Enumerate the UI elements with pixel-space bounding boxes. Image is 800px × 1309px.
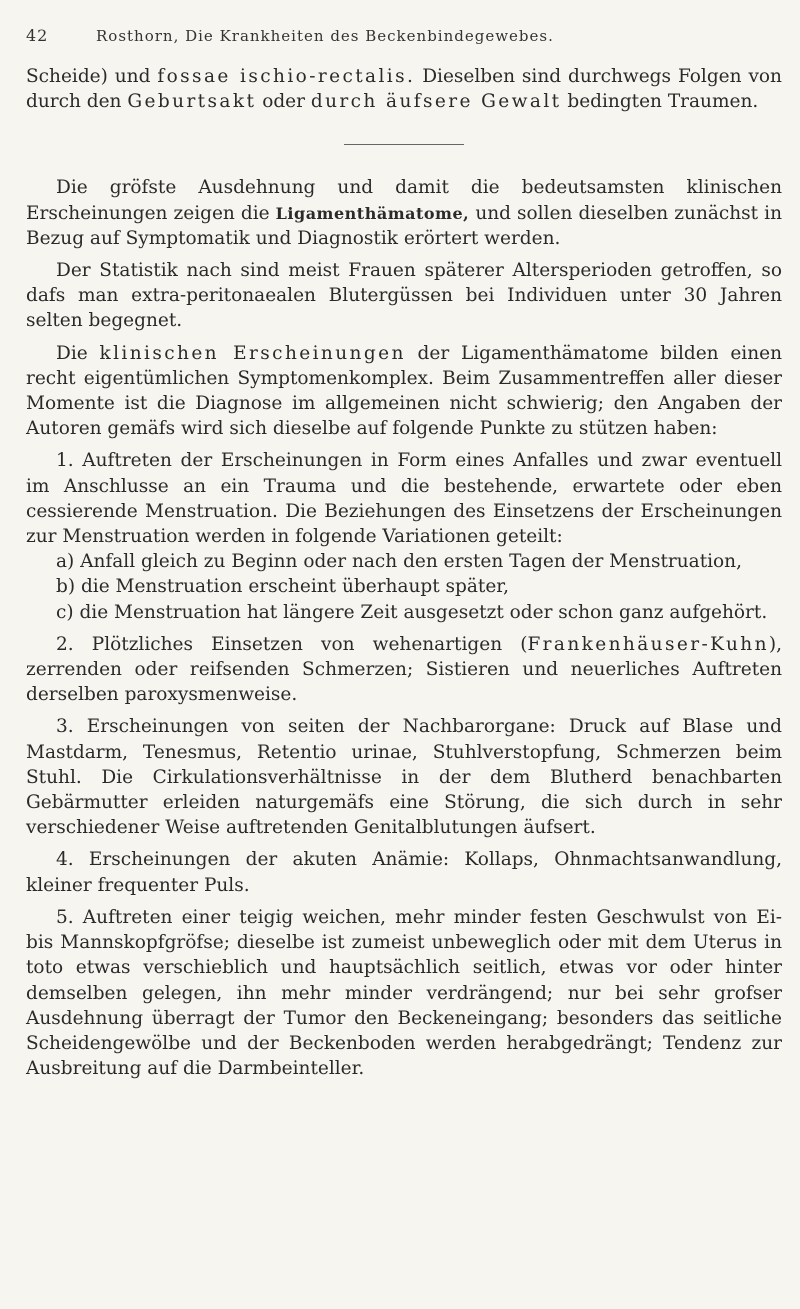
text-run: der Ligamenthämatome bilden einen recht eigentümlichen Symptomenkomplex. Beim Zusammentreffen aller dieser Momente ist die Diagnose im allgemeinen nicht schwierig; den Angaben der Autoren gemäfs wird sich dieselbe auf folgende Punkte zu stützen haben:	[26, 342, 782, 440]
bold-term: Ligamenthämatome,	[275, 203, 470, 223]
text-run: Die	[56, 342, 88, 364]
spaced-term: fossae ischio-rectalis.	[157, 66, 416, 87]
text-run: Scheide) und	[26, 66, 151, 87]
section-divider	[344, 144, 464, 145]
list-item-4: 4. Erscheinungen der akuten Anämie: Kollaps, Ohnmachtsanwandlung, kleiner frequenter Puls.	[26, 849, 782, 896]
paragraph-statistics: Der Statistik nach sind meist Frauen späterer Altersperioden getroffen, so dafs man extra-peritonaealen Blutergüssen bei Individuen unter 30 Jahren selten begegnet.	[26, 260, 782, 332]
text-run: Die gröfste Ausdehnung und damit die bedeutsamsten klinischen Erscheinungen zeigen die	[26, 177, 782, 224]
spaced-term: klinischen Erscheinungen	[99, 342, 406, 364]
page-number: 42	[26, 26, 49, 45]
list-item-5: 5. Auftreten einer teigig weichen, mehr minder festen Geschwulst von Ei- bis Mannskopfgröfse; dieselbe ist zumeist unbeweglich oder mit dem Uterus in toto etwas verschieblich und hauptsächlich seitlich, etwas vor oder hinter demselben gelegen, ihn mehr minder verdrängend; nur bei sehr grofser Ausdehnung überragt der Tumor den Beckeneingang; besonders das seitliche Scheidengewölbe und der Beckenboden werden herabgedrängt; Tendenz zur Ausbreitung auf die Darmbeinteller.	[26, 906, 782, 1080]
list-item-3: 3. Erscheinungen von seiten der Nachbarorgane: Druck auf Blase und Mastdarm, Tenesmus, Retentio urinae, Stuhlverstopfung, Schmerzen beim Stuhl. Die Cirkulationsverhältnisse in der dem Blutherd benachbarten Gebärmutter erleiden naturgemäfs eine Störung, die sich durch in sehr verschiedener Weise auftretenden Genitalblutungen äufsert.	[26, 716, 782, 839]
spaced-term: Frankenhäuser-Kuhn	[527, 633, 769, 655]
text-run: Dieselben sind durchwegs Folgen von durch den	[26, 66, 782, 113]
body-text	[26, 64, 782, 1081]
list-item-1a: a) Anfall gleich zu Beginn oder nach den ersten Tagen der Menstruation,	[56, 551, 742, 573]
spaced-term: durch äufsere Gewalt	[310, 91, 562, 113]
list-item-1: 1. Auftreten der Erscheinungen in Form eines Anfalles und zwar eventuell im Anschlusse an ein Trauma und die bestehende, erwartete oder eben cessierende Menstruation. Die Beziehungen des Einsetzens der Erscheinungen zur Menstruation werden in folgende Variationen geteilt:	[26, 450, 782, 548]
text-run: bedingten Traumen.	[567, 91, 759, 113]
list-item-2	[26, 632, 782, 708]
list-item-1c: c) die Menstruation hat längere Zeit ausgesetzt oder schon ganz aufgehört.	[56, 601, 768, 623]
text-run: oder	[262, 91, 305, 113]
text-run: 2. Plötzliches Einsetzen von wehenartigen (	[56, 633, 528, 655]
text-run: ), zerrenden oder reifsenden Schmerzen; Sistieren und neuerliches Auftreten derselben paroxysmenweise.	[26, 633, 782, 706]
list-item-1b: b) die Menstruation erscheint überhaupt später,	[56, 576, 509, 598]
paragraph-clinical	[26, 341, 782, 442]
spaced-term: Geburtsakt	[127, 91, 257, 113]
running-head	[26, 26, 782, 52]
paragraph-ligament	[26, 175, 782, 251]
paragraph-intro	[26, 64, 782, 114]
running-title: Rosthorn, Die Krankheiten des Beckenbindegewebes.	[96, 27, 554, 45]
text-run: und sollen dieselben zunächst in Bezug auf Symptomatik und Diagnostik erörtert werden.	[26, 202, 782, 249]
